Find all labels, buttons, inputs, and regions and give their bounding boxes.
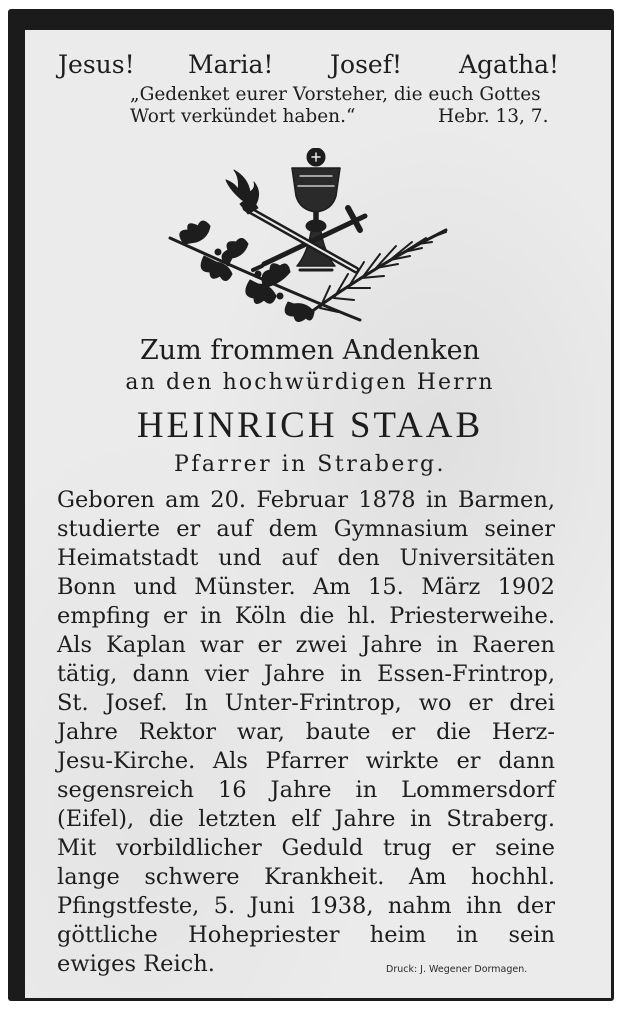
biography-line: (Eifel), die letzten elf Jahre in Straberg. (57, 806, 555, 832)
bible-verse-line-1: „Gedenket eurer Vorsteher, die euch Gottes (130, 84, 541, 105)
biography-line: ewiges Reich. (57, 951, 215, 977)
biography-line: Als Kaplan war er zwei Jahre in Raeren (57, 632, 555, 658)
invocation-maria: Maria! (188, 50, 274, 79)
biography-line: St. Josef. In Unter-Frintrop, wo er drei (57, 690, 555, 716)
printer-credit: Druck: J. Wegener Dormagen. (386, 964, 528, 975)
chalice-torch-cross-palm-emblem-icon (160, 148, 460, 328)
biography-line: empfing er in Köln die hl. Priesterweihe. (57, 603, 555, 629)
invocation-jesus: Jesus! (58, 50, 135, 79)
biography-line: tätig, dann vier Jahre in Essen-Frintrop, (57, 661, 555, 687)
deceased-name: HEINRICH STAAB (136, 405, 484, 446)
biography-line: lange schwere Krankheit. Am hochhl. (57, 864, 555, 890)
biography-line: Mit vorbildlicher Geduld trug er seine (57, 835, 555, 861)
biography-line: Jesu-Kirche. Als Pfarrer wirkte er dann (57, 748, 555, 774)
invocation-agatha: Agatha! (459, 50, 560, 79)
biography-line: Bonn und Münster. Am 15. März 1902 (57, 574, 555, 600)
biography-line: Pfingstfeste, 5. Juni 1938, nahm ihn der (57, 893, 555, 919)
biography-line: segensreich 16 Jahre in Lommersdorf (57, 777, 555, 803)
memorial-title: Zum frommen Andenken (140, 335, 480, 366)
biography-line: göttliche Hohepriester heim in sein (57, 922, 555, 948)
biography-line: Heimatstadt und auf den Universitäten (57, 545, 555, 571)
biography-line: Geboren am 20. Februar 1878 in Barmen, (57, 487, 555, 513)
invocation-josef: Josef! (330, 50, 402, 79)
biography-line: studierte er auf dem Gymnasium seiner (57, 516, 555, 542)
biography-line: Jahre Rektor war, baute er die Herz- (57, 719, 555, 745)
bible-verse-line-2: Wort verkündet haben.“ (130, 106, 356, 127)
bible-verse-reference: Hebr. 13, 7. (438, 106, 549, 127)
memorial-subtitle: an den hochwürdigen Herrn (125, 370, 495, 395)
deceased-position: Pfarrer in Straberg. (173, 452, 447, 477)
